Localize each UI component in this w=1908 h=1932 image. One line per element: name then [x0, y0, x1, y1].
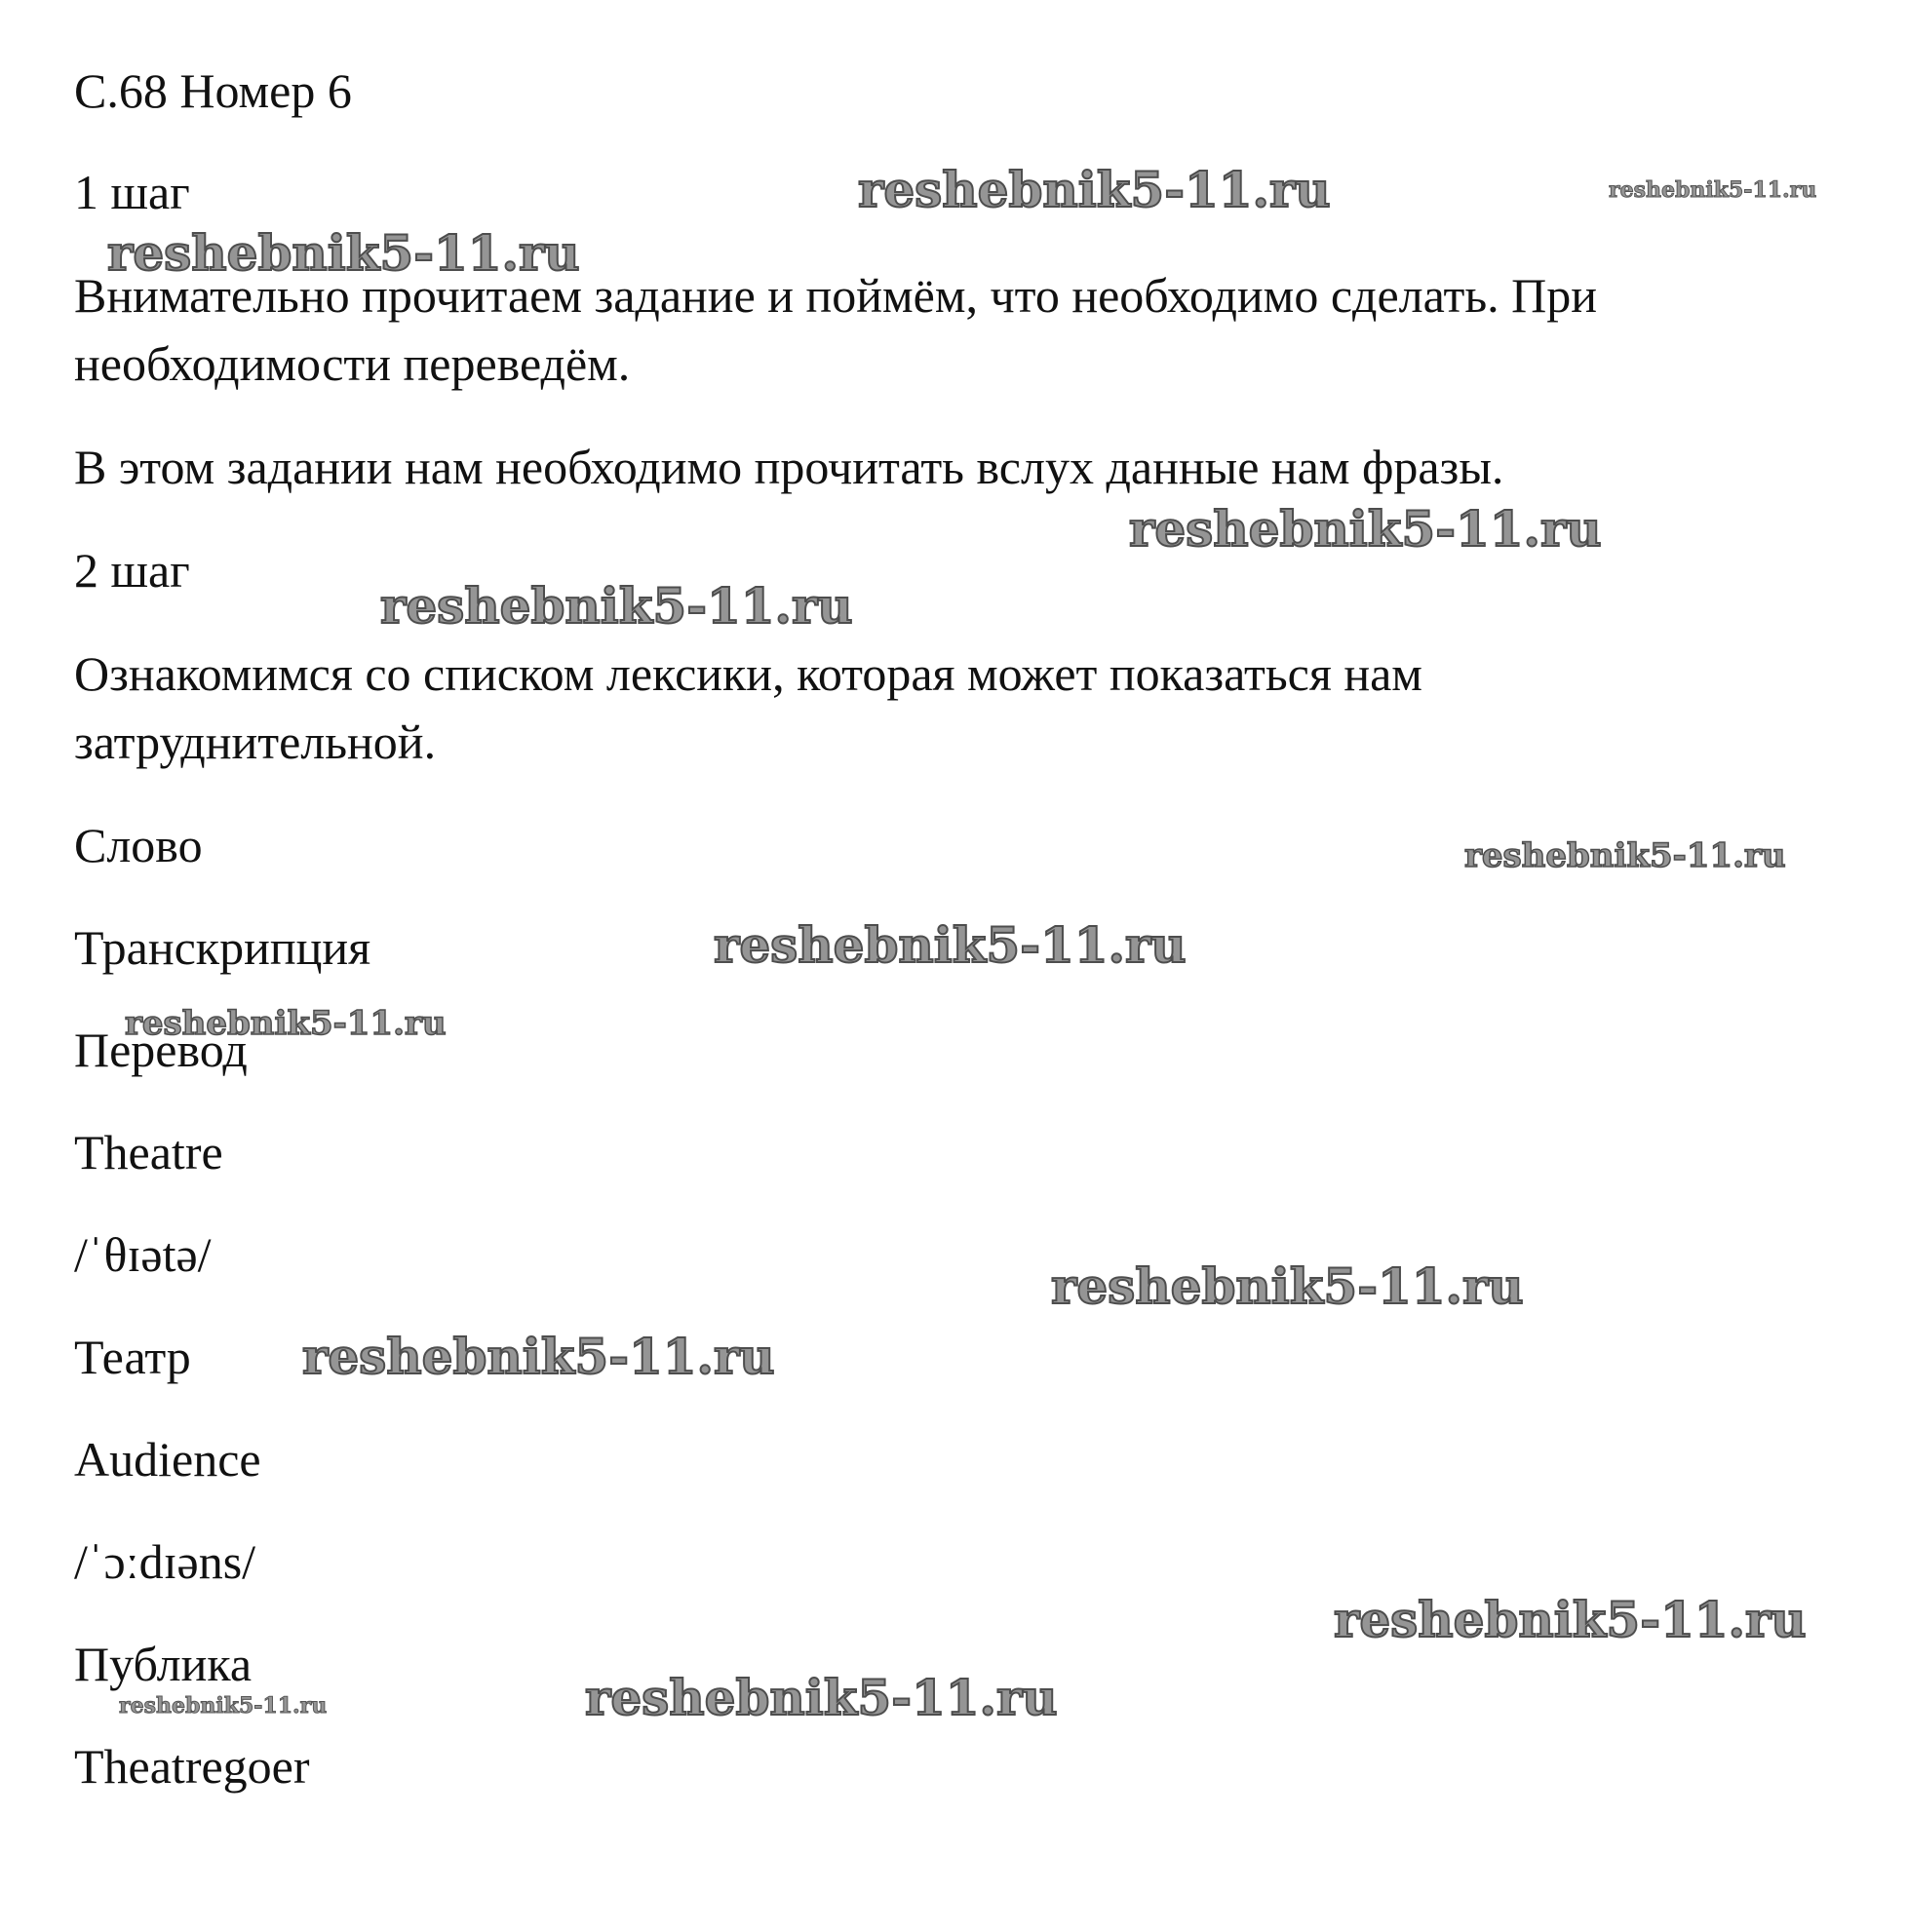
step-1-text-line-2: необходимости переведём.: [74, 336, 631, 391]
page-heading: С.68 Номер 6: [74, 63, 352, 118]
step-1-text-line-1: Внимательно прочитаем задание и поймём, что необходимо сделать. При: [74, 268, 1598, 323]
header-translation: Перевод: [74, 1023, 248, 1077]
step-1-label: 1 шаг: [74, 165, 190, 219]
watermark: reshebnik5-11.ru: [125, 1004, 447, 1043]
vocab-transcription-theatre: /ˈθɪətə/: [74, 1227, 212, 1282]
step-2-text-line-2: затруднительной.: [74, 715, 437, 769]
watermark: reshebnik5-11.ru: [1334, 1591, 1807, 1648]
vocab-word-theatregoer: Theatregoer: [74, 1739, 310, 1794]
watermark: reshebnik5-11.ru: [585, 1669, 1058, 1726]
watermark: reshebnik5-11.ru: [1609, 177, 1817, 203]
step-2-label: 2 шаг: [74, 543, 190, 598]
watermark: reshebnik5-11.ru: [107, 224, 580, 282]
vocab-word-audience: Audience: [74, 1432, 261, 1487]
step-1-text-2: В этом задании нам необходимо прочитать вслух данные нам фразы.: [74, 440, 1504, 494]
header-transcription: Транскрипция: [74, 920, 371, 975]
watermark: reshebnik5-11.ru: [1051, 1257, 1524, 1315]
vocab-transcription-audience: /ˈɔːdɪəns/: [74, 1534, 256, 1589]
watermark: reshebnik5-11.ru: [302, 1328, 775, 1385]
watermark: reshebnik5-11.ru: [380, 577, 853, 635]
vocab-translation-audience: Публика: [74, 1637, 253, 1691]
vocab-translation-theatre: Театр: [74, 1330, 191, 1384]
watermark: reshebnik5-11.ru: [1129, 500, 1602, 558]
header-word: Слово: [74, 818, 203, 872]
watermark: reshebnik5-11.ru: [858, 161, 1331, 218]
vocab-word-theatre: Theatre: [74, 1125, 223, 1179]
watermark: reshebnik5-11.ru: [1464, 836, 1786, 875]
step-2-text-line-1: Ознакомимся со списком лексики, которая может показаться нам: [74, 646, 1422, 701]
watermark: reshebnik5-11.ru: [119, 1693, 328, 1719]
watermark: reshebnik5-11.ru: [714, 916, 1187, 974]
